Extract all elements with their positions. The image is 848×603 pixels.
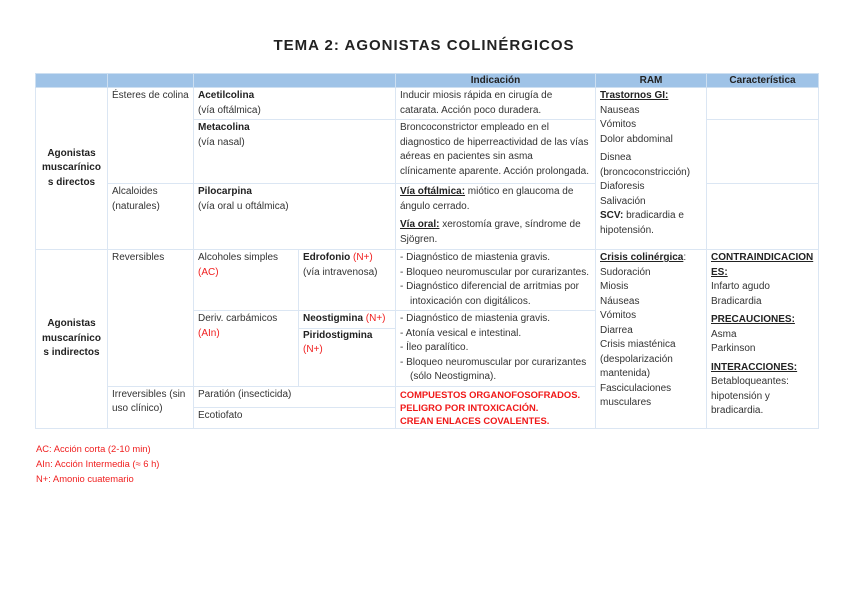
drug-pilocarpina: Pilocarpina (vía oral u oftálmica) [194,184,396,250]
drug-edrofonio: Edrofonio (N+) (vía intravenosa) [299,250,396,311]
drug-ecotiofato: Ecotiofato [194,407,396,428]
caract-cell [707,120,819,184]
indicacion-metacolina: Broncoconstrictor empleado en el diagnostico de hiperreactividad de las vías aéreas en pacientes sin asma clínicamente aparente. Acción prolongada. [396,120,596,184]
subgroup-reversibles: Reversibles [108,250,194,387]
indicacion-carbamicos: - Diagnóstico de miastenia gravis. - Atonía vesical e intestinal. - Íleo paralítico. - Bloqueo neuromuscular por curarizantes (sólo Neostigmina). [396,311,596,387]
legend: AC: Acción corta (2-10 min) AIn: Acción Intermedia (≈ 6 h) N+: Amonio cuatemario [36,442,160,484]
table-row [36,88,819,120]
caract-indirectos: CONTRAINDICACIONES: Infarto agudo Bradicardia PRECAUCIONES: Asma Parkinson INTERACCIONES: Betabloqueantes: hipotensión y bradicardia. [707,250,819,429]
ram-directos: Trastornos GI: Nauseas Vómitos Dolor abdominal Disnea (broncoconstricción) Diaforesis Salivación SCV: bradicardia e hipotensión. [596,88,707,250]
indicacion-edrofonio: - Diagnóstico de miastenia gravis. - Bloqueo neuromuscular por curarizantes. - Diagnóstico diferencial de arritmias por intoxicación con digitálicos. [396,250,596,311]
drug-paration: Paratión (insecticida) [194,386,396,407]
drugs-carbamicos: Neostigmina (N+) Piridostigmina (N+) [299,311,396,387]
content [35,73,818,486]
drug-acetilcolina: Acetilcolina (vía oftálmica) [194,88,396,120]
class-carbamicos: Deriv. carbámicos (AIn) [194,311,299,387]
subgroup-esteres: Ésteres de colina [108,88,194,184]
agonists-table [35,73,819,429]
ram-indirectos: Crisis colinérgica: Sudoración Miosis Náuseas Vómitos Diarrea Crisis miasténica (despolarización mantenida) Fasciculaciones musculares [596,250,707,429]
caract-cell [707,88,819,120]
group-indirectos: Agonistas muscarínicos indirectos [36,250,108,429]
indicacion-acetilcolina: Inducir miosis rápida en cirugía de catarata. Acción poco duradera. [396,88,596,120]
drug-metacolina: Metacolina (vía nasal) [194,120,396,184]
page-title: TEMA 2: AGONISTAS COLINÉRGICOS [273,37,575,54]
header-indicacion: Indicación [396,74,596,88]
table-row [36,250,819,311]
group-directos: Agonistas muscarínicos directos [36,88,108,250]
header-caracteristica: Característica [707,74,819,88]
subgroup-irreversibles: Irreversibles (sin uso clínico) [108,386,194,428]
caract-cell [707,184,819,250]
indicacion-pilocarpina: Vía oftálmica: miótico en glaucoma de ángulo cerrado. Vía oral: xerostomía grave, síndrome de Sjögren. [396,184,596,250]
subgroup-alcaloides: Alcaloides (naturales) [108,184,194,250]
header-ram: RAM [596,74,707,88]
indicacion-irreversibles: COMPUESTOS ORGANOFOSOFRADOS. PELIGRO POR INTOXICACIÓN. CREAN ENLACES COVALENTES. [396,386,596,428]
header-row [36,74,819,88]
class-alcoholes: Alcoholes simples (AC) [194,250,299,311]
